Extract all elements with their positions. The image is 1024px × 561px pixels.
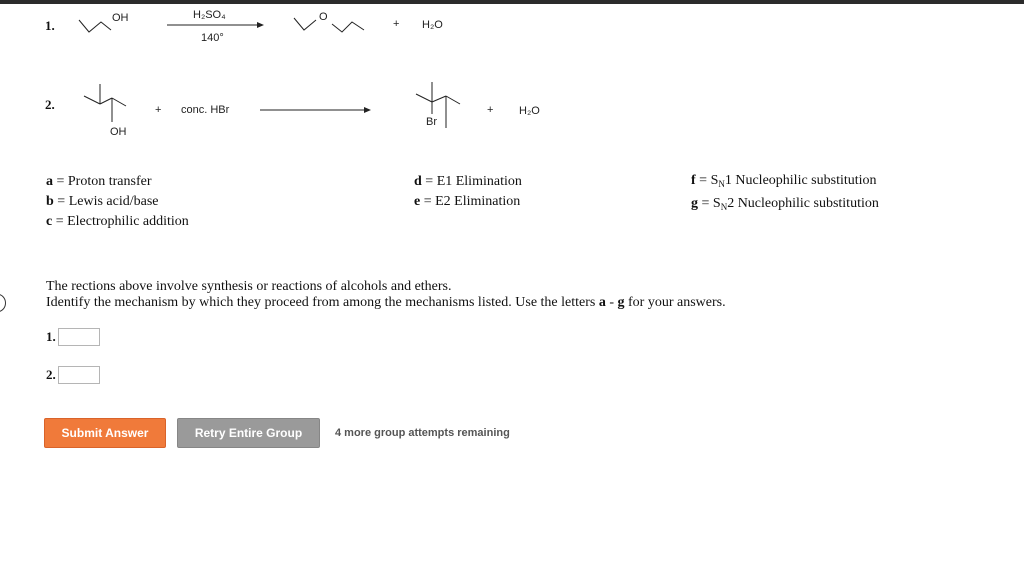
- reaction-1-reagent-temperature: 140°: [201, 32, 224, 44]
- reaction-1-ether-structure: [292, 12, 372, 38]
- mechanism-e: e = E2 Elimination: [414, 194, 521, 209]
- reaction-1-reagent-acid: H₂SO₄: [193, 9, 226, 21]
- mechanism-g: $g = S_N2$ Nucleophilic substitution: [691, 196, 879, 212]
- reaction-1-arrow: [165, 20, 265, 30]
- reaction-2-reactant-structure: [80, 82, 132, 128]
- instructions-line-1: The rections above involve synthesis or reactions of alcohols and ethers.: [46, 279, 452, 294]
- mechanism-list-col-1: [46, 172, 189, 232]
- answer-1-label: 1.: [46, 329, 56, 344]
- reaction-2-product-structure: [410, 80, 466, 132]
- retry-entire-group-button[interactable]: Retry Entire Group: [177, 418, 320, 448]
- reaction-1-reactant-oh: OH: [112, 12, 129, 24]
- reaction-2-arrow: [258, 105, 373, 115]
- reaction-1-water: H₂O: [422, 19, 443, 31]
- attempts-remaining: 4 more group attempts remaining: [335, 427, 510, 439]
- reaction-2-reactant-oh: OH: [110, 126, 127, 138]
- instructions: [46, 279, 726, 311]
- reaction-2-plus-2: +: [487, 104, 494, 116]
- submit-answer-button[interactable]: Submit Answer: [44, 418, 166, 448]
- reaction-2-reagent: conc. HBr: [181, 104, 230, 116]
- mechanism-f: $f = S_N1$ Nucleophilic substitution: [691, 173, 877, 189]
- reaction-1-number: 1.: [45, 18, 55, 33]
- reaction-2-water: H₂O: [519, 105, 540, 117]
- mechanism-list-col-2: [414, 172, 522, 212]
- mechanism-c: c = Electrophilic addition: [46, 214, 189, 229]
- reaction-2-product-br: Br: [426, 116, 437, 128]
- top-bar: [0, 0, 1024, 4]
- mechanism-b: b = Lewis acid/base: [46, 194, 159, 209]
- answer-2-input[interactable]: [58, 366, 100, 384]
- reaction-2-plus: +: [155, 104, 162, 116]
- reaction-1-plus: +: [393, 18, 400, 30]
- side-panel-handle[interactable]: [0, 294, 6, 312]
- reaction-1-ether-oxygen: O: [319, 11, 328, 23]
- answer-1-input[interactable]: [58, 328, 100, 346]
- instructions-line-2: Identify the mechanism by which they proceed from among the mechanisms listed. Use the letters a - g for your answers.: [46, 295, 726, 310]
- reaction-2-number: 2.: [45, 97, 55, 112]
- mechanism-d: d = E1 Elimination: [414, 174, 522, 189]
- answer-2-label: 2.: [46, 367, 56, 382]
- mechanism-list-col-3: [691, 171, 879, 217]
- mechanism-a: a = Proton transfer: [46, 174, 152, 189]
